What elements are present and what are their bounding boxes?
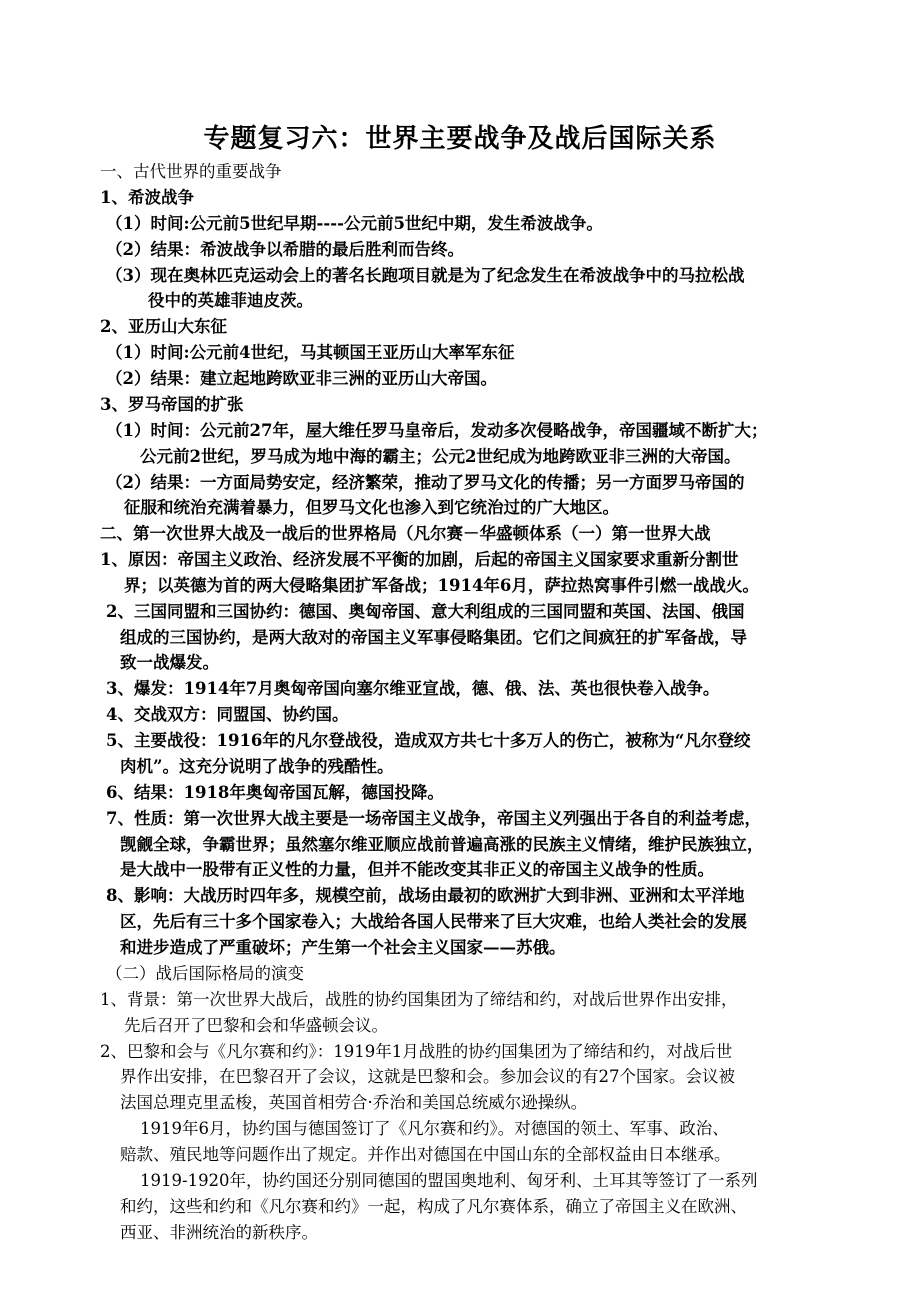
text-line: 2、三国同盟和三国协约：德国、奥匈帝国、意大利组成的三国同盟和英国、法国、俄国: [106, 602, 745, 621]
section-heading-ancient-wars: 一、古代世界的重要战争: [100, 162, 282, 181]
text-line: 1919年6月，协约国与德国签订了《凡尔赛和约》。对德国的领土、军事、政治、: [140, 1119, 729, 1138]
text-line: 和进步造成了严重破坏；产生第一个社会主义国家——苏俄。: [120, 938, 566, 957]
text-line: 1、原因：帝国主义政治、经济发展不平衡的加剧，后起的帝国主义国家要求重新分割世: [100, 550, 739, 569]
subheading-greco-persian-war: 1、希波战争: [100, 188, 194, 207]
text-line: 界；以英德为首的两大侵略集团扩军备战；1914年6月，萨拉热窝事件引燃一战战火。: [124, 576, 759, 595]
text-line: 赔款、殖民地等问题作出了规定。并作出对德国在中国山东的全部权益由日本继承。: [120, 1145, 731, 1164]
text-line: 界作出安排，在巴黎召开了会议，这就是巴黎和会。参加会议的有27个国家。会议被: [120, 1067, 735, 1086]
text-line: 西亚、非洲统治的新秩序。: [120, 1223, 318, 1242]
subheading-roman-expansion: 3、罗马帝国的扩张: [100, 395, 244, 414]
text-line: 先后召开了巴黎和会和华盛顿会议。: [124, 1016, 388, 1035]
text-line: 6、结果：1918年奥匈帝国瓦解，德国投降。: [106, 783, 444, 802]
text-line: 法国总理克里孟梭，英国首相劳合·乔治和美国总统威尔逊操纵。: [120, 1093, 588, 1112]
text-line: 觊觎全球，争霸世界；虽然塞尔维亚顺应战前普遍高涨的民族主义情绪，维护民族独立，: [120, 835, 764, 854]
text-line: （2）结果：希波战争以希腊的最后胜利而告终。: [106, 240, 464, 259]
subsection-heading-postwar: （二）战后国际格局的演变: [106, 964, 304, 983]
text-line: （2）结果：一方面局势安定，经济繁荣，推动了罗马文化的传播；另一方面罗马帝国的: [106, 473, 745, 492]
text-line: （1）时间:公元前4世纪，马其顿国王亚历山大率军东征: [106, 343, 515, 362]
text-line: （2）结果：建立起地跨欧亚非三洲的亚历山大帝国。: [106, 369, 497, 388]
text-line: 公元前2世纪，罗马成为地中海的霸主；公元2世纪成为地跨欧亚非三洲的大帝国。: [140, 447, 741, 466]
text-line: 3、爆发：1914年7月奥匈帝国向塞尔维亚宣战，德、俄、法、英也很快卷入战争。: [106, 679, 720, 698]
text-line: 和约，这些和约和《凡尔赛和约》一起，构成了凡尔赛体系，确立了帝国主义在欧洲、: [120, 1197, 747, 1216]
page-title: 专题复习六：世界主要战争及战后国际关系: [203, 124, 717, 154]
text-line: （1）时间：公元前27年，屋大维任罗马皇帝后，发动多次侵略战争，帝国疆域不断扩大；: [106, 421, 768, 440]
text-line: 7、性质：第一次世界大战主要是一场帝国主义战争，帝国主义列强出于各自的利益考虑，: [106, 809, 761, 828]
text-line: 2、巴黎和会与《凡尔赛和约》：1919年1月战胜的协约国集团为了缔结和约，对战后世: [100, 1042, 733, 1061]
text-line: 1、背景：第一次世界大战后，战胜的协约国集团为了缔结和约，对战后世界作出安排，: [100, 990, 738, 1009]
text-line: （1）时间:公元前5世纪早期----公元前5世纪中期，发生希波战争。: [106, 214, 603, 233]
text-line: 征服和统治充满着暴力，但罗马文化也渗入到它统治过的广大地区。: [124, 498, 619, 517]
text-line: 8、影响：大战历时四年多，规模空前，战场由最初的欧洲扩大到非洲、亚洲和太平洋地: [106, 886, 745, 905]
text-line: 5、主要战役：1916年的凡尔登战役，造成双方共七十多万人的伤亡，被称为“凡尔登绞: [106, 731, 751, 750]
text-line: 役中的英雄菲迪皮茨。: [148, 291, 313, 310]
text-line: 4、交战双方：同盟国、协约国。: [106, 705, 349, 724]
text-line: 组成的三国协约，是两大敌对的帝国主义军事侵略集团。它们之间疯狂的扩军备战，导: [120, 628, 747, 647]
text-line: 是大战中一股带有正义性的力量，但并不能改变其非正义的帝国主义战争的性质。: [120, 860, 714, 879]
text-line: 1919-1920年，协约国还分别同德国的盟国奥地利、匈牙利、土耳其等签订了一系列: [140, 1171, 758, 1190]
section-heading-wwi: 二、第一次世界大战及一战后的世界格局（凡尔赛－华盛顿体系（一）第一世界大战: [100, 524, 711, 543]
text-line: 肉机”。这充分说明了战争的残酷性。: [120, 757, 394, 776]
text-line: 致一战爆发。: [120, 653, 219, 672]
subheading-alexander-campaign: 2、亚历山大东征: [100, 317, 227, 336]
text-line: 区，先后有三十多个国家卷入；大战给各国人民带来了巨大灾难，也给人类社会的发展: [120, 912, 747, 931]
text-line: （3）现在奥林匹克运动会上的著名长跑项目就是为了纪念发生在希波战争中的马拉松战: [106, 266, 745, 285]
